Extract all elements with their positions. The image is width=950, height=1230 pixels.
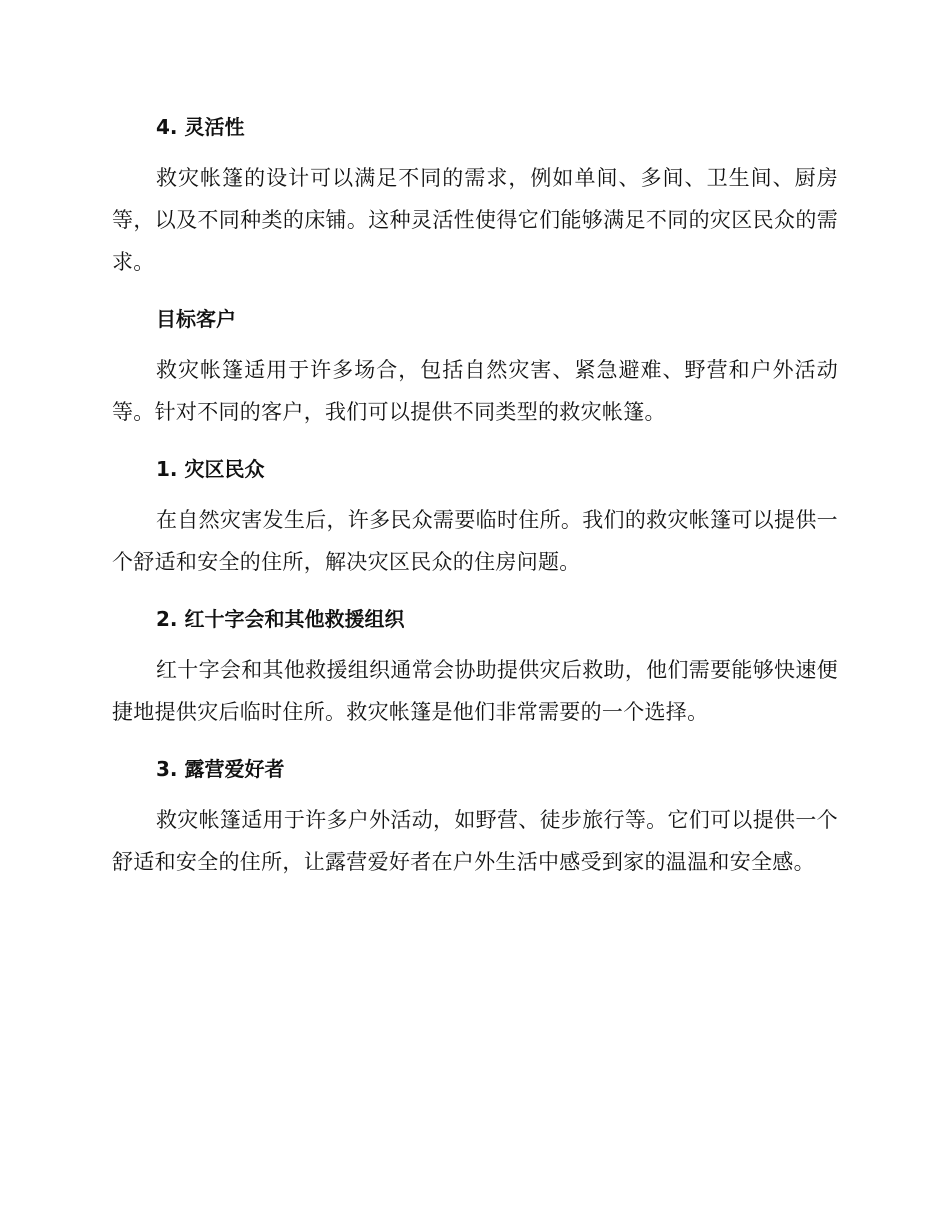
section-paragraph-target-customers: 救灾帐篷适用于许多场合，包括自然灾害、紧急避难、野营和户外活动等。针对不同的客户，我们可以提供不同类型的救灾帐篷。	[112, 358, 838, 424]
section-heading-red-cross: 2. 红十字会和其他救援组织	[156, 607, 405, 631]
section-heading-flexibility: 4. 灵活性	[156, 115, 245, 139]
section-heading-target-customers: 目标客户	[156, 307, 236, 331]
section-heading-disaster-victims: 1. 灾区民众	[156, 457, 265, 481]
section-paragraph-flexibility: 救灾帐篷的设计可以满足不同的需求，例如单间、多间、卫生间、厨房等，以及不同种类的床铺。这种灵活性使得它们能够满足不同的灾区民众的需求。	[112, 166, 838, 274]
section-paragraph-red-cross: 红十字会和其他救援组织通常会协助提供灾后救助，他们需要能够快速便捷地提供灾后临时住所。救灾帐篷是他们非常需要的一个选择。	[112, 658, 838, 724]
section-paragraph-disaster-victims: 在自然灾害发生后，许多民众需要临时住所。我们的救灾帐篷可以提供一个舒适和安全的住所，解决灾区民众的住房问题。	[112, 508, 838, 574]
section-paragraph-campers: 救灾帐篷适用于许多户外活动，如野营、徒步旅行等。它们可以提供一个舒适和安全的住所，让露营爱好者在户外生活中感受到家的温温和安全感。	[112, 808, 838, 874]
section-heading-campers: 3. 露营爱好者	[156, 757, 285, 781]
